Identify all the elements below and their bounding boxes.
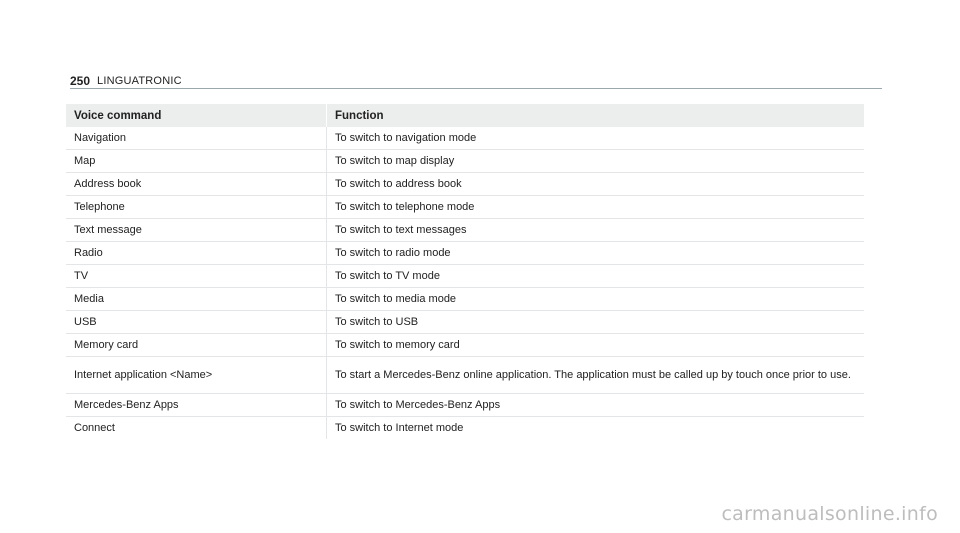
table-row [66,334,864,357]
function-cell: To switch to map display [327,150,865,173]
table-row [66,265,864,288]
command-cell: Text message [66,219,327,242]
table-row [66,417,864,440]
command-cell: TV [66,265,327,288]
table-row [66,288,864,311]
watermark: carmanualsonline.info [721,503,938,525]
function-cell: To switch to media mode [327,288,865,311]
command-cell: Mercedes-Benz Apps [66,394,327,417]
table-row [66,219,864,242]
table-row [66,127,864,150]
command-cell: USB [66,311,327,334]
command-cell: Connect [66,417,327,440]
command-cell: Address book [66,173,327,196]
command-cell: Map [66,150,327,173]
column-header-function: Function [327,104,865,127]
column-header-voice-command: Voice command [66,104,327,127]
function-cell: To switch to memory card [327,334,865,357]
table-header-row [66,104,864,127]
table-row [66,150,864,173]
table-row [66,242,864,265]
function-cell: To switch to address book [327,173,865,196]
page-header [70,72,882,89]
function-cell: To switch to Internet mode [335,421,464,434]
command-cell: Memory card [66,334,327,357]
function-cell: To switch to USB [327,311,865,334]
command-cell: Navigation [66,127,327,150]
command-cell: Telephone [66,196,327,219]
table-row [66,196,864,219]
command-cell: Radio [66,242,327,265]
function-cell: To switch to telephone mode [327,196,865,219]
table-row [66,173,864,196]
function-cell: To switch to text messages [327,219,865,242]
table-row [66,394,864,417]
function-cell: To switch to TV mode [327,265,865,288]
function-cell: To start a Mercedes-Benz online application. The application must be called up by touch once prior to use. [327,357,865,394]
voice-command-table [66,104,864,439]
function-cell: To switch to navigation mode [327,127,865,150]
page-number: 250 [70,74,91,88]
section-title: LINGUATRONIC [97,75,182,87]
function-cell: To switch to Mercedes-Benz Apps [327,394,865,417]
command-cell: Internet application <Name> [66,357,327,394]
function-cell: To switch to radio mode [327,242,865,265]
command-cell: Media [66,288,327,311]
table-row [66,357,864,394]
table-row [66,311,864,334]
